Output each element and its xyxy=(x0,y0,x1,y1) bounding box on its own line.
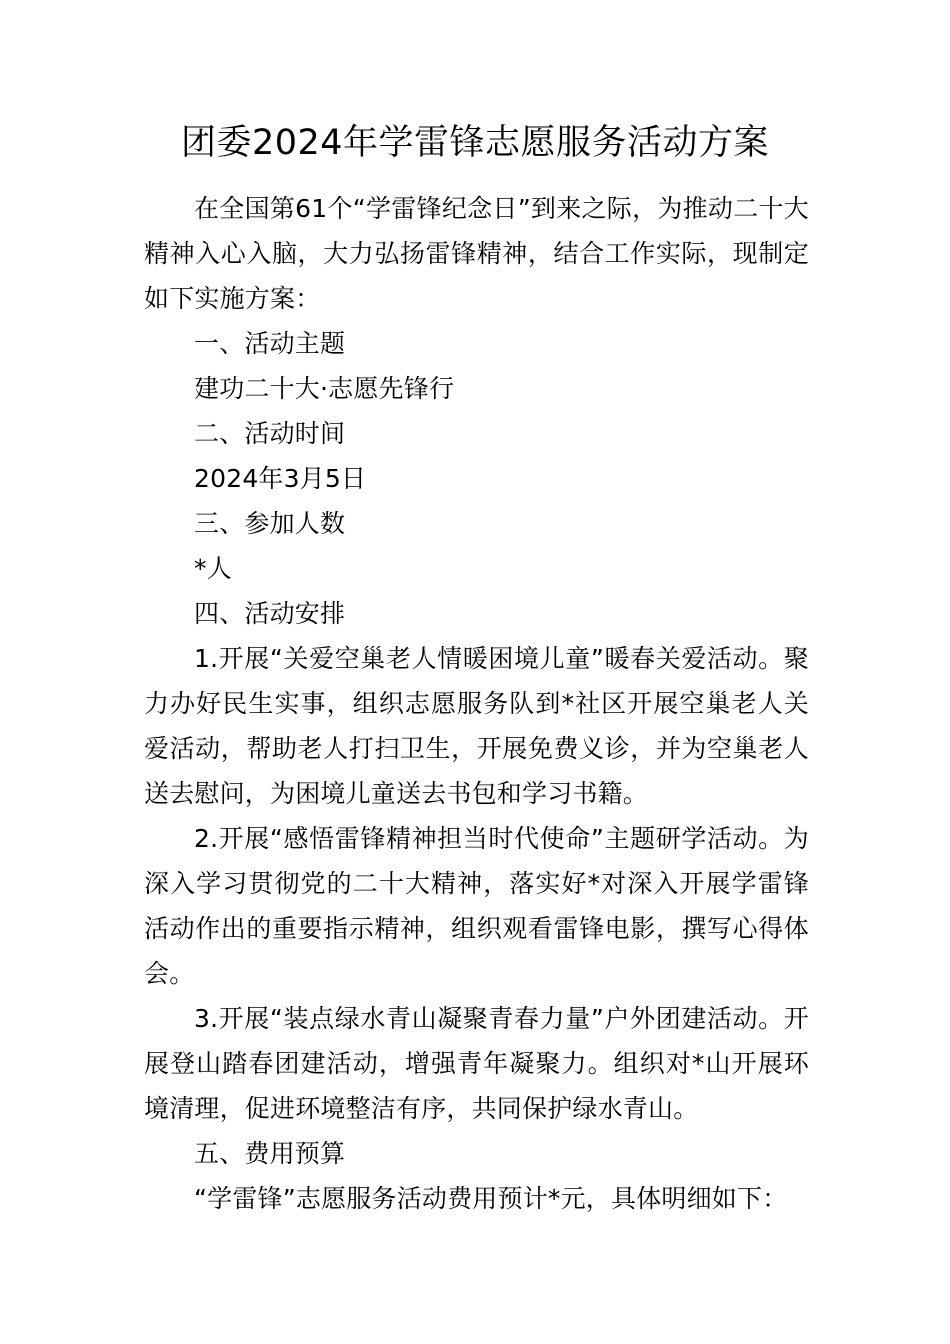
arrangement-item-3: 3.开展“装点绿水青山凝聚青春力量”户外团建活动。开展登山踏春团建活动，增强青年凝聚力。组织对*山开展环境清理，促进环境整洁有序，共同保护绿水青山。 xyxy=(144,1004,809,1123)
section-heading-budget: 五、费用预算 xyxy=(194,1139,346,1168)
document-title: 团委2024年学雷锋志愿服务活动方案 xyxy=(180,123,770,163)
section-heading-theme: 一、活动主题 xyxy=(194,329,346,358)
arrangement-item-1: 1.开展“关爱空巢老人情暖困境儿童”暖春关爱活动。聚力办好民生实事，组织志愿服务队到*社区开展空巢老人关爱活动，帮助老人打扫卫生，开展免费义诊，并为空巢老人送去慰问，为困境儿童送去书包和学习书籍。 xyxy=(144,644,809,808)
intro-paragraph: 在全国第61个“学雷锋纪念日”到来之际，为推动二十大精神入心入脑，大力弘扬雷锋精神，结合工作实际，现制定如下实施方案： xyxy=(144,194,809,313)
section-heading-arrangement: 四、活动安排 xyxy=(194,599,346,628)
section-content-participants: *人 xyxy=(194,554,232,583)
section-heading-time: 二、活动时间 xyxy=(194,419,346,448)
arrangement-item-2: 2.开展“感悟雷锋精神担当时代使命”主题研学活动。为深入学习贯彻党的二十大精神，落实好*对深入开展学雷锋活动作出的重要指示精神，组织观看雷锋电影，撰写心得体会。 xyxy=(144,824,809,988)
section-content-theme: 建功二十大·志愿先锋行 xyxy=(194,374,455,403)
document-body xyxy=(144,186,809,1221)
section-heading-participants: 三、参加人数 xyxy=(194,509,346,538)
section-content-time: 2024年3月5日 xyxy=(194,464,367,493)
section-content-budget: “学雷锋”志愿服务活动费用预计*元，具体明细如下： xyxy=(194,1184,788,1213)
